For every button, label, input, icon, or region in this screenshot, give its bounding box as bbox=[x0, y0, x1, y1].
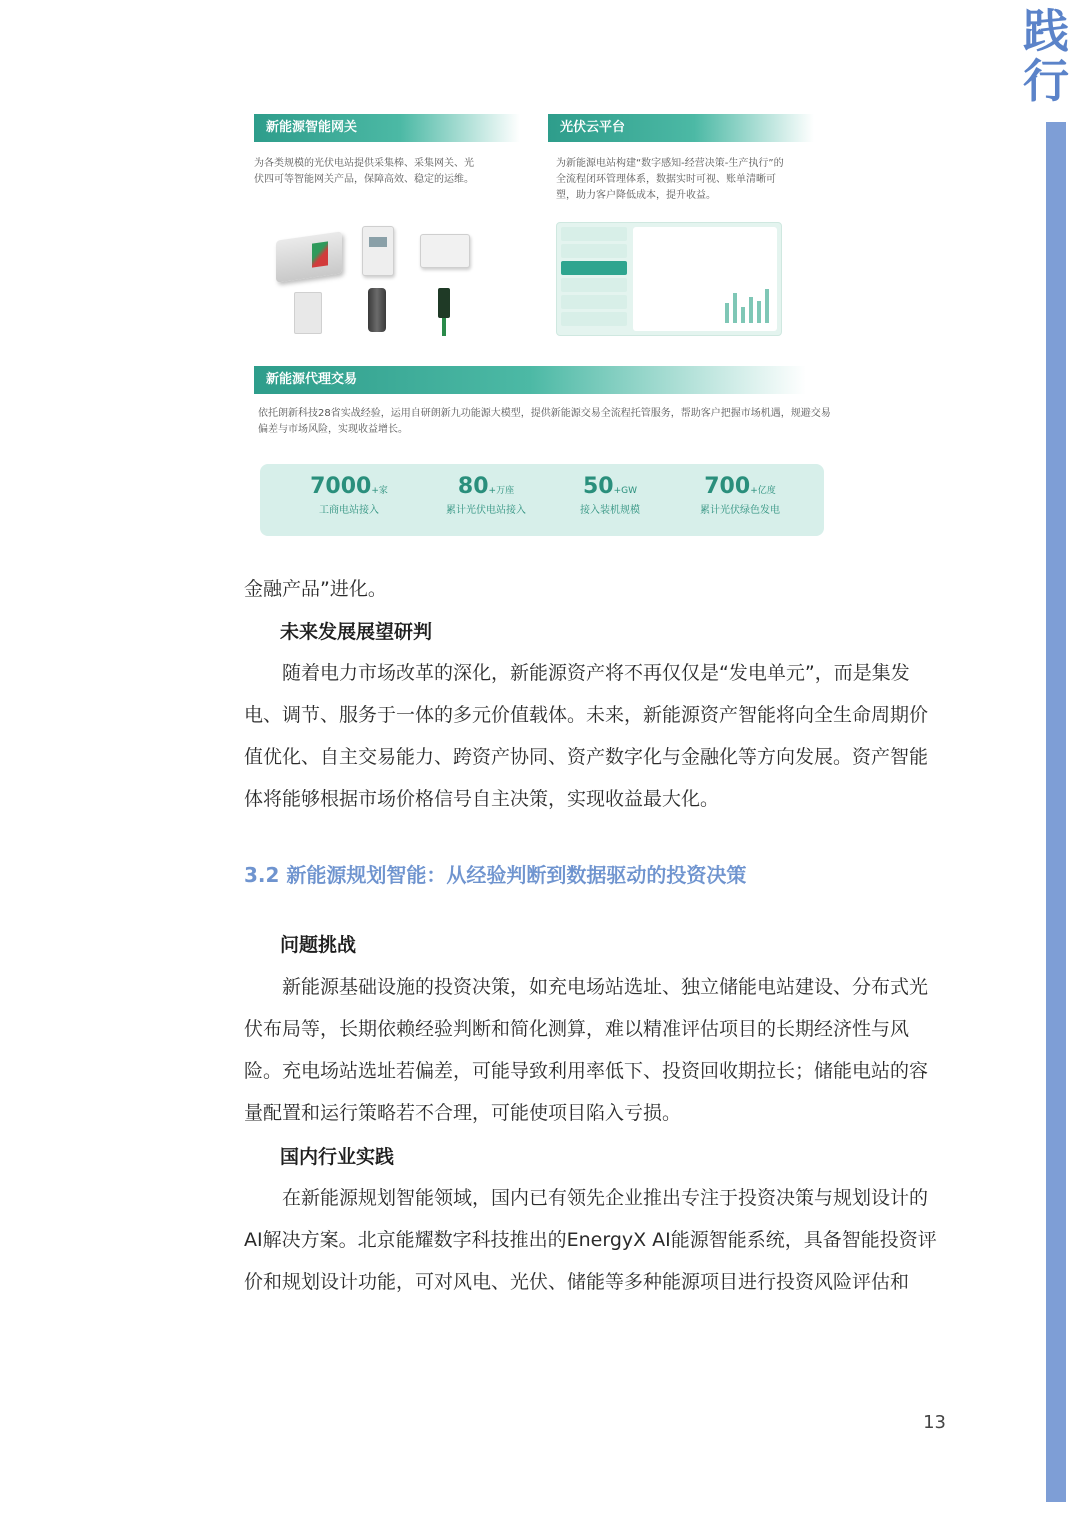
trading-description: 依托朗新科技28省实战经验，运用自研朗新九功能源大模型，提供新能源交易全流程托管服务，帮助客户把握市场机遇，规避交易偏差与市场风险，实现收益增长。 bbox=[258, 408, 831, 435]
gateway-heading: 新能源智能网关 bbox=[254, 114, 520, 142]
stat-item bbox=[680, 474, 800, 516]
dashboard-bar bbox=[765, 289, 769, 323]
section-heading: 3.2 新能源规划智能：从经验判断到数据驱动的投资决策 bbox=[244, 863, 747, 887]
stat-item bbox=[560, 474, 660, 516]
subheading-challenges: 问题挑战 bbox=[280, 934, 357, 956]
collector-device-image bbox=[294, 292, 322, 334]
dashboard-bar bbox=[757, 301, 761, 323]
dashboard-menu-item bbox=[561, 295, 627, 309]
paragraph-domestic-practice: 在新能源规划智能领域，国内已有领先企业推出专注于投资决策与规划设计的AI解决方案。北京能耀数字科技推出的EnergyX AI能源智能系统，具备智能投资评价和规划设计功能，可对风电、光伏、储能等多种能源项目进行投资风险评估和 bbox=[244, 1187, 937, 1293]
dashboard-sidebar bbox=[561, 227, 627, 331]
stat-value: 50 bbox=[582, 474, 614, 499]
antenna-device-image bbox=[438, 288, 450, 318]
dashboard-bar bbox=[725, 303, 729, 323]
stat-label: 累计光伏绿色发电 bbox=[700, 505, 780, 516]
subheading-future-outlook: 未来发展展望研判 bbox=[280, 621, 433, 643]
stat-value: 7000 bbox=[310, 474, 372, 499]
side-section-title: 践行 bbox=[1023, 4, 1069, 108]
dashboard-main-panel bbox=[633, 227, 777, 331]
stat-unit: +家 bbox=[371, 486, 388, 496]
dashboard-menu-item bbox=[561, 244, 627, 258]
stat-unit: +亿度 bbox=[750, 486, 776, 496]
dashboard-menu-item bbox=[561, 261, 627, 275]
dashboard-bar bbox=[749, 297, 753, 323]
paragraph-future-outlook: 随着电力市场改革的深化，新能源资产将不再仅仅是“发电单元”，而是集发电、调节、服务于一体的多元价值载体。未来，新能源资产智能将向全生命周期价值优化、自主交易能力、跨资产协同、资产数字化与金融化等方向发展。资产智能体将能够根据市场价格信号自主决策，实现收益最大化。 bbox=[244, 662, 929, 810]
side-accent-bar bbox=[1046, 122, 1066, 1502]
stat-unit: +万座 bbox=[488, 486, 515, 496]
stat-label: 工商电站接入 bbox=[319, 505, 379, 516]
dashboard-screenshot bbox=[556, 222, 782, 336]
stat-label: 接入装机规模 bbox=[580, 505, 640, 516]
cloud-platform-heading: 光伏云平台 bbox=[548, 114, 814, 142]
stat-item bbox=[294, 474, 404, 516]
subheading-domestic-practice: 国内行业实践 bbox=[280, 1146, 395, 1168]
paragraph-continuation: 金融产品”进化。 bbox=[244, 578, 387, 600]
page-number: 13 bbox=[923, 1412, 946, 1433]
stat-item bbox=[426, 474, 546, 516]
dashboard-menu-item bbox=[561, 312, 627, 326]
meter-device-image bbox=[362, 226, 394, 276]
trading-heading: 新能源代理交易 bbox=[254, 366, 806, 394]
gateway-device-image bbox=[276, 231, 342, 282]
dashboard-menu-item bbox=[561, 278, 627, 292]
stat-value: 700 bbox=[704, 474, 751, 499]
junction-box-image bbox=[420, 234, 470, 268]
stats-panel bbox=[260, 464, 824, 536]
cloud-platform-description: 为新能源电站构建“数字感知-经营决策-生产执行”的全流程闭环管理体系，数据实时可视、账单清晰可塑，助力客户降低成本，提升收益。 bbox=[556, 158, 784, 201]
stat-value: 80 bbox=[457, 474, 489, 499]
paragraph-challenges: 新能源基础设施的投资决策，如充电场站选址、独立储能电站建设、分布式光伏布局等，长期依赖经验判断和简化测算，难以精准评估项目的长期经济性与风险。充电场站选址若偏差，可能导致利用率低下、投资回收期拉长；储能电站的容量配置和运行策略若不合理，可能使项目陷入亏损。 bbox=[244, 976, 929, 1124]
gateway-description: 为各类规模的光伏电站提供采集棒、采集网关、光伏四可等智能网关产品，保障高效、稳定的运维。 bbox=[254, 158, 474, 185]
stat-unit: +GW bbox=[613, 486, 638, 496]
product-figure bbox=[244, 108, 844, 544]
dashboard-menu-item bbox=[561, 227, 627, 241]
sensor-device-image bbox=[368, 288, 386, 332]
stat-label: 累计光伏电站接入 bbox=[446, 505, 526, 516]
dashboard-bar bbox=[741, 307, 745, 323]
dashboard-bar bbox=[733, 293, 737, 323]
